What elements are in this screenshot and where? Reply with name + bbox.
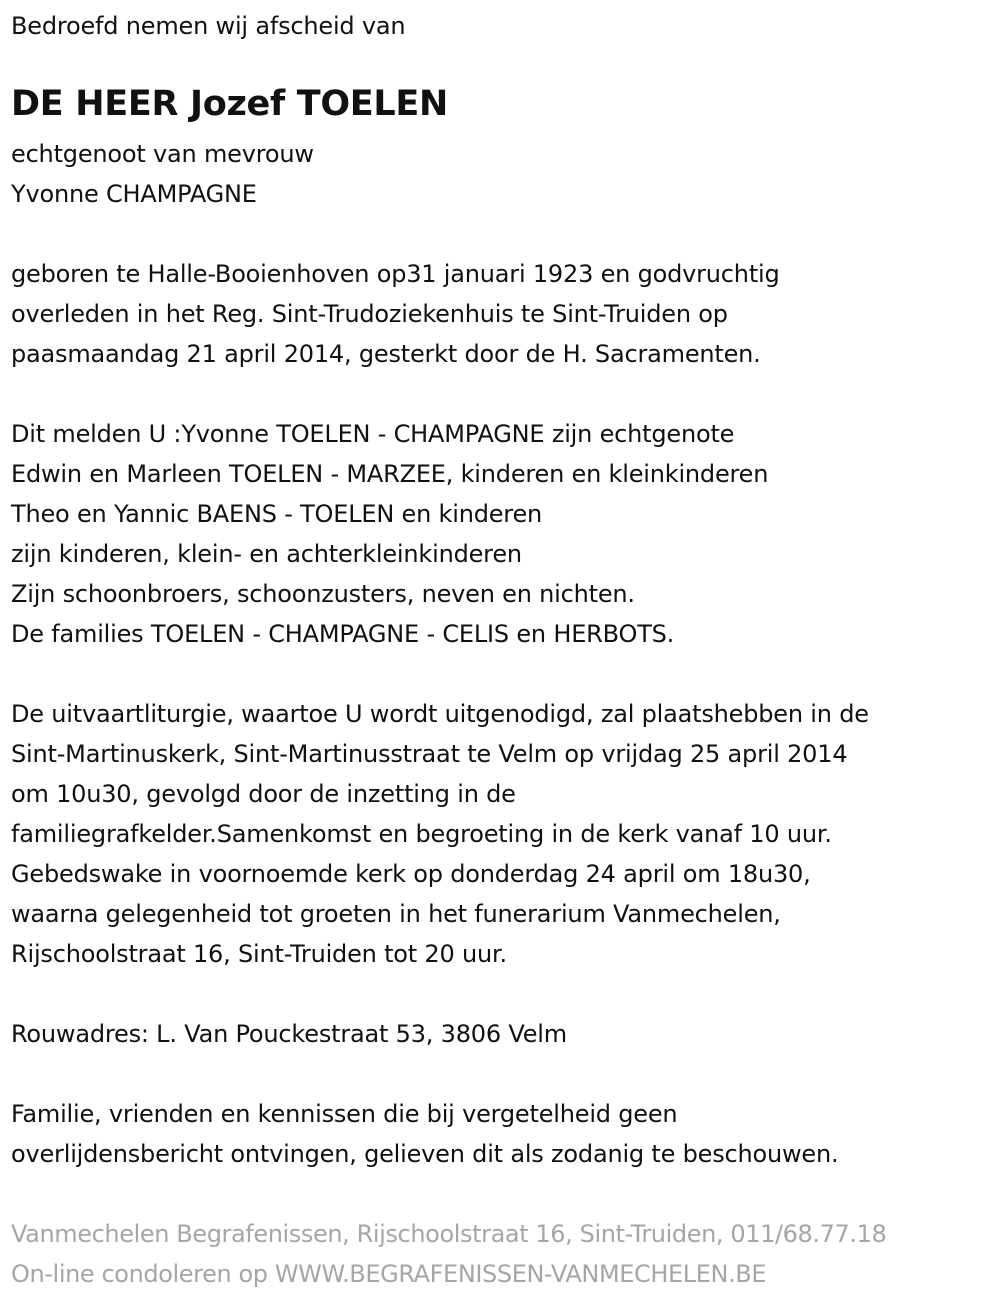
mourning-address-section [11,1014,567,1054]
footer [11,1214,886,1294]
notice-section [11,1094,838,1174]
mourning-address: Rouwadres: L. Van Pouckestraat 53, 3806 Velm [11,1020,567,1048]
family-line: Zijn schoonbroers, schoonzusters, neven en nichten. [11,580,635,608]
spouse-name: Yvonne CHAMPAGNE [11,180,257,208]
funeral-line: Sint-Martinuskerk, Sint-Martinusstraat te Velm op vrijdag 25 april 2014 [11,740,848,768]
spouse-section [11,134,314,214]
family-line: Dit melden U :Yvonne TOELEN - CHAMPAGNE zijn echtgenote [11,420,735,448]
spouse-line: echtgenoot van mevrouw [11,140,314,168]
birth-death-line: paasmaandag 21 april 2014, gesterkt door de H. Sacramenten. [11,340,761,368]
notice-line: overlijdensbericht ontvingen, gelieven dit als zodanig te beschouwen. [11,1140,839,1168]
birth-death-line: overleden in het Reg. Sint-Trudoziekenhuis te Sint-Truiden op [11,300,728,328]
notice-line: Familie, vrienden en kennissen die bij vergetelheid geen [11,1100,678,1128]
funeral-line: familiegrafkelder.Samenkomst en begroeting in de kerk vanaf 10 uur. [11,820,832,848]
family-line: Theo en Yannic BAENS - TOELEN en kinderen [11,500,543,528]
footer-website-link[interactable]: On-line condoleren op WWW.BEGRAFENISSEN-VANMECHELEN.BE [11,1260,767,1288]
family-line: Edwin en Marleen TOELEN - MARZEE, kinderen en kleinkinderen [11,460,769,488]
deceased-name-heading: DE HEER Jozef TOELEN [11,84,449,124]
funeral-line: De uitvaartliturgie, waartoe U wordt uitgenodigd, zal plaatshebben in de [11,700,869,728]
family-line: De families TOELEN - CHAMPAGNE - CELIS en HERBOTS. [11,620,675,648]
funeral-line: Gebedswake in voornoemde kerk op donderdag 24 april om 18u30, [11,860,811,888]
footer-company-info: Vanmechelen Begrafenissen, Rijschoolstraat 16, Sint-Truiden, 011/68.77.18 [11,1220,887,1248]
funeral-details-section [11,694,869,974]
birth-death-line: geboren te Halle-Booienhoven op31 januari 1923 en godvruchtig [11,260,780,288]
family-section [11,414,768,654]
funeral-line: om 10u30, gevolgd door de inzetting in de [11,780,516,808]
intro-text: Bedroefd nemen wij afscheid van [11,12,406,40]
funeral-line: waarna gelegenheid tot groeten in het funerarium Vanmechelen, [11,900,781,928]
family-line: zijn kinderen, klein- en achterkleinkinderen [11,540,522,568]
birth-death-section [11,254,780,374]
funeral-line: Rijschoolstraat 16, Sint-Truiden tot 20 uur. [11,940,507,968]
